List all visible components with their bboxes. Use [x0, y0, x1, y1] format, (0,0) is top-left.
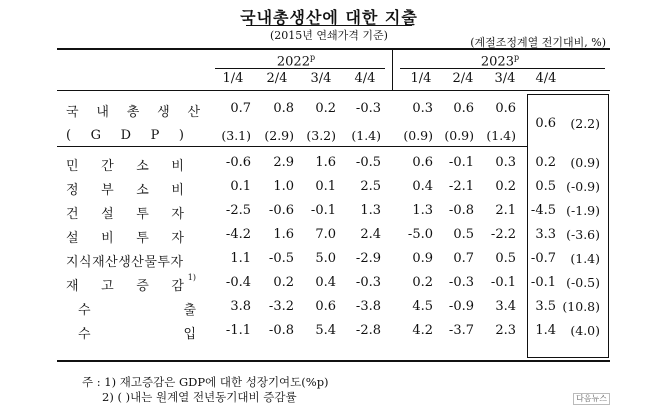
row-value-cell: -0.1 — [490, 275, 516, 290]
row-value-cell: -0.9 — [448, 299, 474, 314]
quarter-header: 1/4 — [222, 71, 244, 86]
row-value-cell: 2.1 — [495, 203, 516, 218]
row-value-cell: 0.6 — [315, 299, 336, 314]
row-value-cell: -2.2 — [490, 227, 516, 242]
top-rule — [57, 48, 610, 50]
row-value-cell: 2.4 — [360, 227, 381, 242]
row-value-cell: 4.5 — [412, 299, 433, 314]
row-value-cell: -0.5 — [355, 155, 381, 170]
row-value-cell: -5.0 — [407, 227, 433, 242]
gdp-label: 국 내 총 생 산 — [66, 105, 200, 120]
row-label: 민 간 소 비 — [66, 159, 184, 174]
row-latest-yoy: (-0.5) — [566, 275, 600, 290]
row-value-cell: -1.1 — [225, 323, 251, 338]
footnote-marker: 1) — [187, 273, 196, 282]
row-value-cell: -2.8 — [355, 323, 381, 338]
row-value-cell: -0.6 — [268, 203, 294, 218]
row-value-cell: 2.3 — [495, 323, 516, 338]
row-value-cell: 1.6 — [273, 227, 294, 242]
quarter-header: 4/4 — [535, 71, 557, 86]
quarter-header: 2/4 — [266, 71, 288, 86]
row-value-cell: 1.6 — [315, 155, 336, 170]
gdp-yoy-cell: (3.1) — [221, 128, 251, 143]
row-value-cell: -3.7 — [448, 323, 474, 338]
row-value-cell: -0.8 — [448, 203, 474, 218]
quarter-header: 4/4 — [354, 71, 376, 86]
row-label: 건 설 투 자 — [66, 207, 184, 222]
row-value-cell: 0.2 — [495, 179, 516, 194]
row-value-cell: 0.2 — [412, 275, 433, 290]
row-value-cell: -0.1 — [310, 203, 336, 218]
row-value-cell: 3.8 — [230, 299, 251, 314]
row-value-cell: 0.4 — [412, 179, 433, 194]
row-latest-qoq: 3.5 — [535, 299, 556, 314]
row-value-cell: 1.3 — [412, 203, 433, 218]
year-header-2022: 2022$^p$ — [276, 53, 316, 70]
row-value-cell: -2.9 — [355, 251, 381, 266]
gdp-qoq-cell: 0.2 — [315, 101, 336, 116]
row-value-cell: -0.1 — [448, 155, 474, 170]
row-value-cell: 0.9 — [412, 251, 433, 266]
row-latest-yoy: (4.0) — [570, 323, 600, 338]
row-value-cell: 0.5 — [495, 251, 516, 266]
gdp-latest-qoq: 0.6 — [535, 116, 556, 131]
quarter-header: 1/4 — [410, 71, 432, 86]
row-value-cell: 1.3 — [360, 203, 381, 218]
table-subtitle: (2015년 연쇄가격 기준) — [270, 29, 388, 42]
row-value-cell: 3.4 — [495, 299, 516, 314]
row-value-cell: -0.3 — [448, 275, 474, 290]
bottom-rule — [57, 360, 610, 362]
year-header-2023: 2023$^p$ — [480, 53, 520, 70]
row-value-cell: -3.2 — [268, 299, 294, 314]
header-rule — [57, 90, 610, 91]
gdp-yoy-cell: (3.2) — [306, 128, 336, 143]
quarter-header: 3/4 — [310, 71, 332, 86]
table-title: 국내총생산에 대한 지출 — [240, 8, 418, 27]
row-latest-yoy: (-0.9) — [566, 179, 600, 194]
row-value-cell: 2.9 — [273, 155, 294, 170]
row-label: 정 부 소 비 — [66, 183, 184, 198]
row-value-cell: 5.0 — [315, 251, 336, 266]
row-value-cell: 2.5 — [360, 179, 381, 194]
row-value-cell: 4.2 — [412, 323, 433, 338]
row-value-cell: -2.5 — [225, 203, 251, 218]
gdp-qoq-cell: -0.3 — [355, 101, 381, 116]
latest-quarter-highlight — [527, 94, 609, 358]
row-value-cell: -3.8 — [355, 299, 381, 314]
row-label: 설 비 투 자 — [66, 231, 184, 246]
gdp-qoq-cell: 0.6 — [495, 101, 516, 116]
row-latest-qoq: -0.1 — [530, 275, 556, 290]
gdp-yoy-cell: (1.4) — [486, 128, 516, 143]
row-value-cell: 0.1 — [315, 179, 336, 194]
gdp-qoq-cell: 0.3 — [412, 101, 433, 116]
row-latest-yoy: (10.8) — [562, 299, 600, 314]
gdp-yoy-cell: (0.9) — [444, 128, 474, 143]
row-value-cell: 0.4 — [315, 275, 336, 290]
year-separator — [392, 50, 393, 90]
row-latest-yoy: (-3.6) — [566, 227, 600, 242]
row-latest-yoy: (1.4) — [570, 251, 600, 266]
row-label: 수 입 — [78, 327, 196, 342]
row-value-cell: 0.5 — [453, 227, 474, 242]
gdp-label-abbrev: ( G D P ) — [66, 128, 184, 143]
row-value-cell: -2.1 — [448, 179, 474, 194]
row-value-cell: 0.7 — [453, 251, 474, 266]
gdp-latest-yoy: (2.2) — [570, 116, 600, 131]
row-label: 재 고 증 감 1) — [66, 273, 196, 294]
row-value-cell: 0.3 — [495, 155, 516, 170]
row-latest-qoq: 0.2 — [535, 155, 556, 170]
row-value-cell: 7.0 — [315, 227, 336, 242]
gdp-qoq-cell: 0.6 — [453, 101, 474, 116]
row-latest-qoq: 1.4 — [535, 323, 556, 338]
year-underline-2023 — [400, 68, 605, 69]
row-value-cell: 0.6 — [412, 155, 433, 170]
row-value-cell: 1.1 — [230, 251, 251, 266]
row-value-cell: -4.2 — [225, 227, 251, 242]
gdp-rule — [57, 146, 527, 147]
row-latest-qoq: 0.5 — [535, 179, 556, 194]
row-label: 지식재산생산물투자 — [66, 255, 184, 270]
gdp-yoy-cell: (1.4) — [351, 128, 381, 143]
unit-note: (계절조정계열 전기대비, %) — [470, 36, 606, 49]
gdp-yoy-cell: (2.9) — [264, 128, 294, 143]
gdp-yoy-cell: (0.9) — [403, 128, 433, 143]
quarter-header: 3/4 — [494, 71, 516, 86]
year-underline-2022 — [215, 68, 385, 69]
row-value-cell: -0.3 — [355, 275, 381, 290]
row-latest-qoq: -4.5 — [530, 203, 556, 218]
row-value-cell: 5.4 — [315, 323, 336, 338]
row-latest-yoy: (0.9) — [570, 155, 600, 170]
quarter-header: 2/4 — [452, 71, 474, 86]
row-value-cell: -0.8 — [268, 323, 294, 338]
row-label: 수 출 — [78, 303, 196, 318]
row-value-cell: 0.1 — [230, 179, 251, 194]
gdp-qoq-cell: 0.7 — [230, 101, 251, 116]
row-value-cell: 1.0 — [273, 179, 294, 194]
row-value-cell: 0.2 — [273, 275, 294, 290]
row-value-cell: -0.5 — [268, 251, 294, 266]
row-latest-qoq: 3.3 — [535, 227, 556, 242]
footnote-1: 주 : 1) 재고증감은 GDP에 대한 성장기여도(%p) — [82, 375, 329, 389]
gdp-qoq-cell: 0.8 — [273, 101, 294, 116]
row-latest-yoy: (-1.9) — [566, 203, 600, 218]
title-underline — [246, 25, 412, 26]
watermark-logo: 다음뉴스 — [573, 393, 610, 405]
row-value-cell: -0.6 — [225, 155, 251, 170]
row-value-cell: -0.4 — [225, 275, 251, 290]
row-latest-qoq: -0.7 — [530, 251, 556, 266]
footnote-2: 2) ( )내는 원계열 전년동기대비 증감률 — [102, 390, 297, 404]
